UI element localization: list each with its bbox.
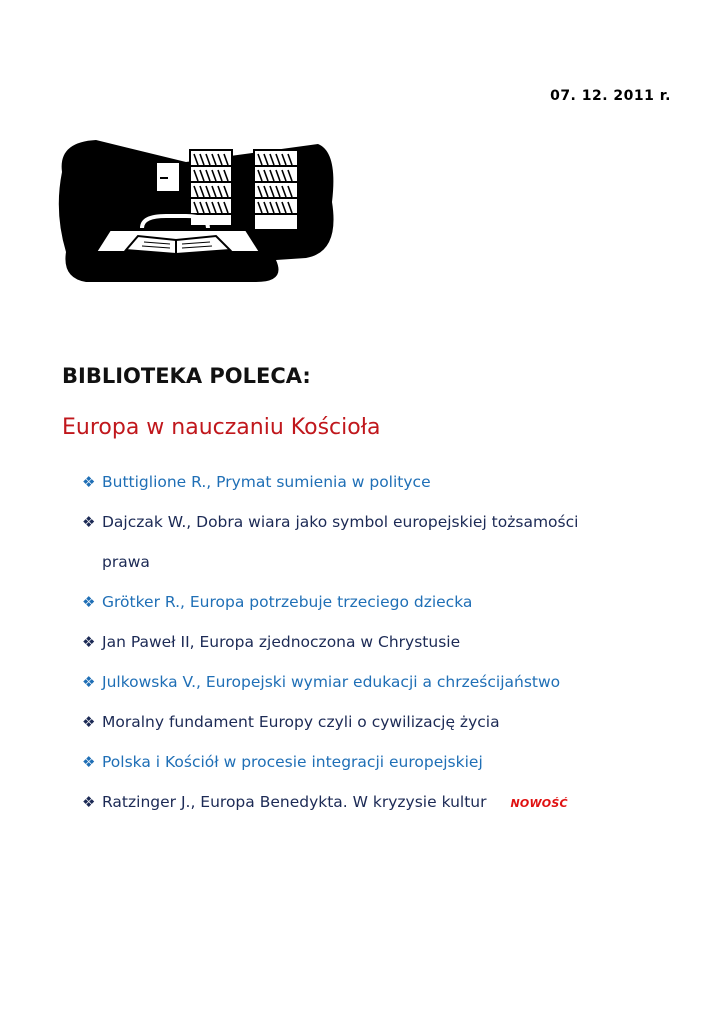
list-item xyxy=(82,502,702,582)
document-date: 07. 12. 2011 r. xyxy=(550,88,671,104)
book-title: Buttiglione R., Prymat sumienia w polityce xyxy=(102,473,431,491)
diamond-bullet-icon: ❖ xyxy=(82,593,96,611)
diamond-bullet-icon: ❖ xyxy=(82,753,96,771)
book-title: Julkowska V., Europejski wymiar edukacji a chrześcijaństwo xyxy=(102,673,561,691)
diamond-bullet-icon: ❖ xyxy=(82,713,96,731)
page-title: BIBLIOTEKA POLECA: xyxy=(62,364,311,388)
book-title: Moralny fundament Europy czyli o cywilizację życia xyxy=(102,713,500,731)
new-badge: NOWOŚĆ xyxy=(510,797,568,810)
list-item xyxy=(82,582,702,622)
book-title: Dajczak W., Dobra wiara jako symbol europejskiej tożsamości prawa xyxy=(102,513,579,571)
book-title: Polska i Kościół w procesie integracji europejskiej xyxy=(102,753,483,771)
book-title: Jan Paweł II, Europa zjednoczona w Chrystusie xyxy=(102,633,461,651)
diamond-bullet-icon: ❖ xyxy=(82,633,96,651)
diamond-bullet-icon: ❖ xyxy=(82,673,96,691)
diamond-bullet-icon: ❖ xyxy=(82,513,96,531)
book-list xyxy=(82,462,702,824)
list-item xyxy=(82,782,702,824)
list-item xyxy=(82,662,702,702)
list-item xyxy=(82,462,702,502)
book-title: Grötker R., Europa potrzebuje trzeciego dziecka xyxy=(102,593,473,611)
section-title: Europa w nauczaniu Kościoła xyxy=(62,415,381,440)
diamond-bullet-icon: ❖ xyxy=(82,473,96,491)
list-item xyxy=(82,702,702,742)
book-title: Ratzinger J., Europa Benedykta. W kryzysie kultur xyxy=(102,793,487,811)
diamond-bullet-icon: ❖ xyxy=(82,793,96,811)
list-item xyxy=(82,622,702,662)
library-logo-icon xyxy=(56,132,340,286)
list-item xyxy=(82,742,702,782)
